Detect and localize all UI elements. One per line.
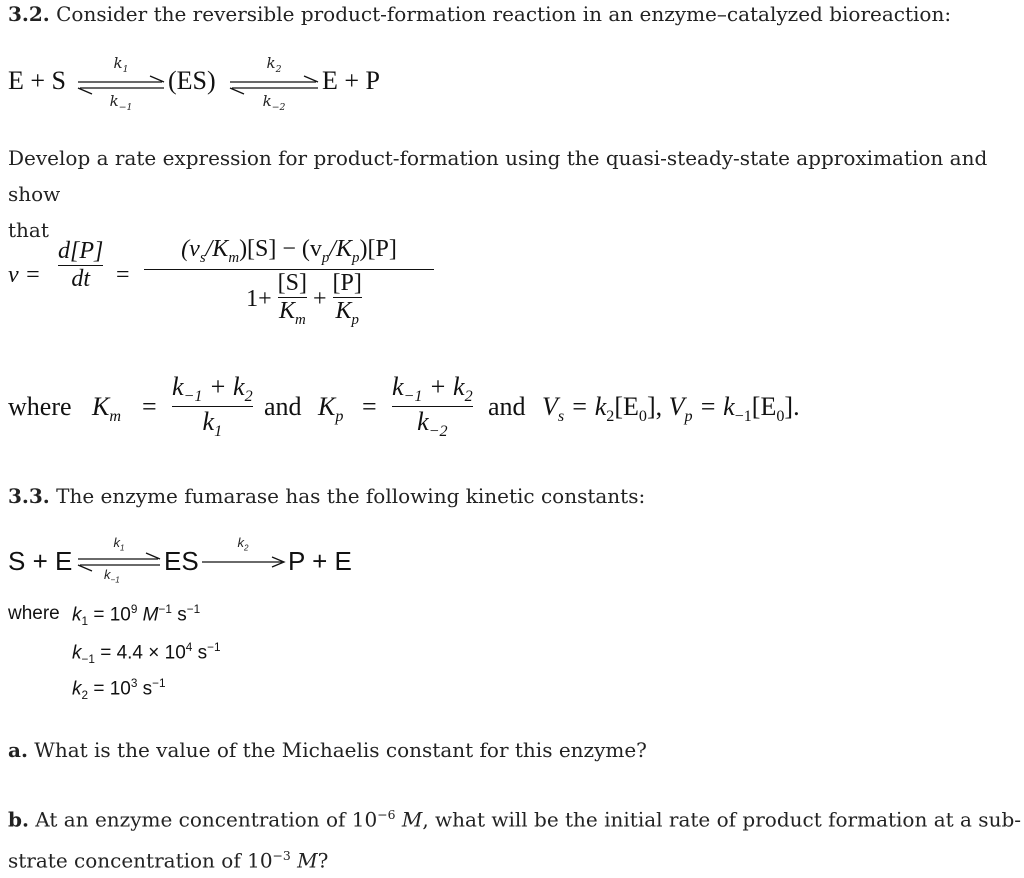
rate-main-fraction	[144, 236, 434, 329]
rate-numerator: $(v_s/K_m)[S] - (v_p/K_p)[P]$	[181, 236, 397, 266]
kp-fraction: $k_{-1} + k_2$ $k_{-2}$	[392, 372, 473, 441]
rxn2-arrow-2: $k_2$	[200, 537, 286, 591]
where-definitions: where $K_m$ = $k_{-1} + k_2$ $k_1$ and $K_p$ = $k_{-1} + k_2$ $k_{-2}$ and $V_s = k_2[E_0]$, $V_p = k_{-1}[E_0]$.	[8, 372, 800, 441]
q32-number: 3.2.	[8, 2, 50, 26]
q32-intro	[8, 0, 951, 32]
dp-dt-fraction: d[P] dt	[58, 238, 104, 292]
rxn2-arrow-1: $k_1$ $k_{-1}$	[76, 537, 162, 591]
rxn1-middle: (ES)	[168, 66, 216, 95]
km-fraction: $k_{-1} + k_2$ $k_1$	[172, 372, 253, 441]
right-arrow-icon	[200, 537, 286, 591]
rxn1-arrow-1: $k_1$ $k_{-1}$	[76, 56, 166, 116]
rxn2-left: S + E	[8, 546, 73, 576]
rate-expression: v = d[P] dt = $(v_s/K_m)[S] - (v_p/K_p)[P]$ 1+ $\frac{[S]}{K_m}$ + $\frac{[P]}{K_p}$	[8, 232, 468, 362]
constant-k-minus1: $k_{-1} = 4.4 \times 10^4$ $s^{-1}$	[72, 641, 221, 667]
question-a: a. What is the value of the Michaelis constant for this enzyme?	[8, 738, 647, 762]
rate-denominator: 1+ $\frac{[S]}{K_m}$ + $\frac{[P]}{K_p}$	[246, 269, 362, 328]
q33-number: 3.3.	[8, 484, 50, 508]
constant-k1: $k_1 = 10^9$ $M^{-1}$ $s^{-1}$	[72, 603, 201, 629]
vs-vp-defs: $V_s = k_2[E_0]$, $V_p = k_{-1}[E_0]$.	[542, 392, 800, 426]
q32-develop: Develop a rate expression for product-formation using the quasi-steady-state approximation and show that	[8, 146, 988, 242]
constant-k2: $k_2 = 10^3$ $s^{-1}$	[72, 677, 166, 703]
q32-intro-text: Consider the reversible product-formation reaction in an enzyme–catalyzed bioreaction:	[49, 2, 952, 26]
constants-where: where	[8, 603, 60, 624]
question-b: b. At an enzyme concentration of $10^{-6}$ M, what will be the initial rate of product formation at a sub- strate concentration of $10^{-3}$ M?	[8, 807, 1022, 873]
rxn1-left: E + S	[8, 66, 67, 95]
q33-intro: 3.3. The enzyme fumarase has the following kinetic constants:	[8, 484, 646, 508]
rxn1-right: E + P	[322, 66, 381, 95]
rxn1-arrow-2: $k_2$ $k_{-2}$	[228, 56, 320, 116]
rxn2-middle: ES	[164, 546, 199, 576]
q32-reaction	[8, 66, 66, 96]
rxn2-right: P + E	[288, 546, 352, 576]
